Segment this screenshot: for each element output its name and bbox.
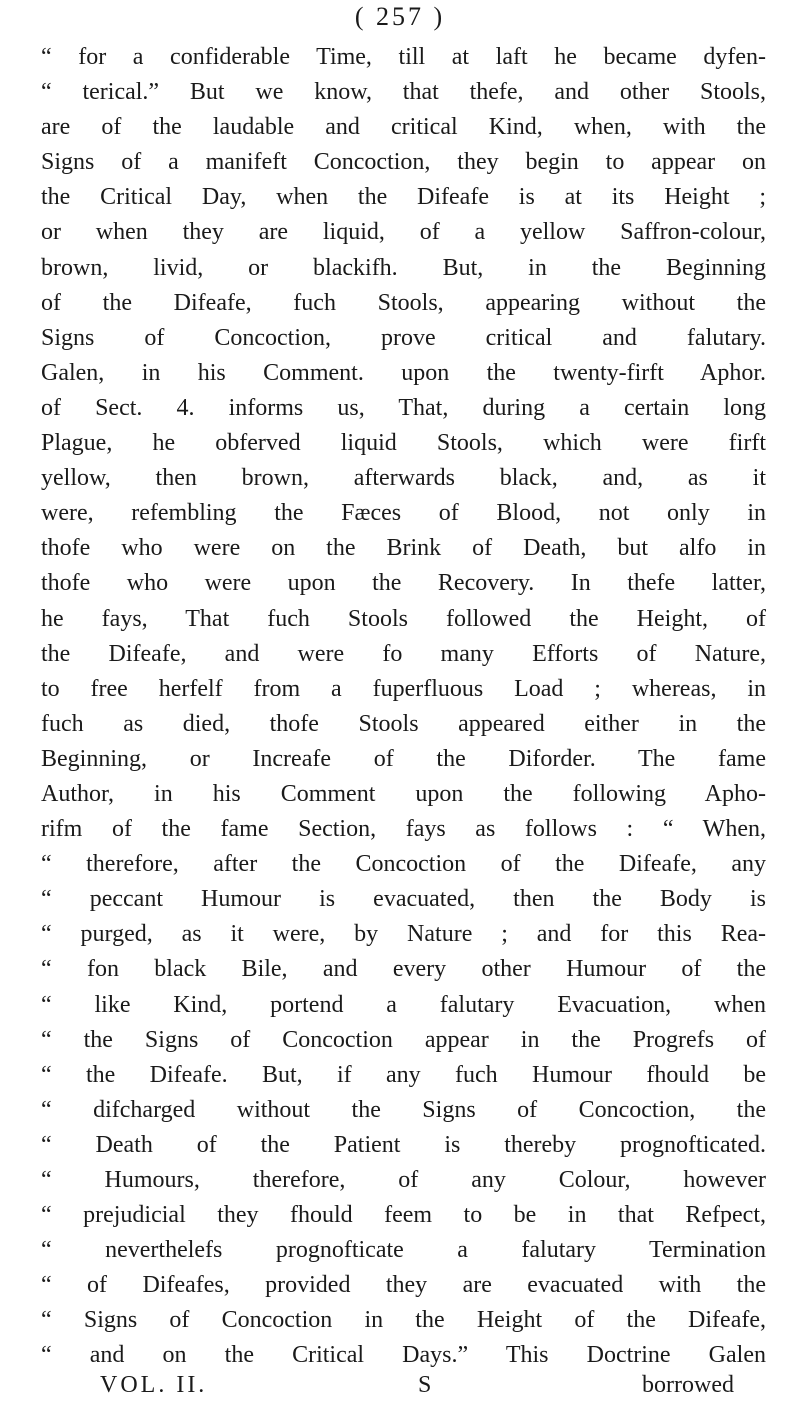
text-line: “ purged, as it were, by Nature ; and for this Rea- xyxy=(41,921,766,948)
page-footer xyxy=(0,1367,800,1403)
text-line: “ neverthelefs prognofticate a falutary Termination xyxy=(41,1237,766,1264)
text-line: Signs of Concoction, prove critical and falutary. xyxy=(41,324,766,351)
text-line: “ like Kind, portend a falutary Evacuation, when xyxy=(41,991,766,1018)
text-line: “ Signs of Concoction in the Height of the Difeafe, xyxy=(41,1307,766,1334)
text-line: “ Death of the Patient is thereby prognofticated. xyxy=(41,1131,766,1158)
volume-label: VOL. II. xyxy=(100,1372,208,1398)
text-line: Beginning, or Increafe of the Diforder. The fame xyxy=(41,745,766,772)
text-line: “ fon black Bile, and every other Humour of the xyxy=(41,956,766,983)
text-line: “ difcharged without the Signs of Concoction, the xyxy=(41,1096,766,1123)
text-line: rifm of the fame Section, fays as follows : “ When, xyxy=(41,816,766,843)
text-line: Signs of a manifeft Concoction, they begin to appear on xyxy=(41,149,766,176)
page-number: ( 257 ) xyxy=(354,2,446,31)
body-text xyxy=(41,40,766,1374)
text-line: of the Difeafe, fuch Stools, appearing without the xyxy=(41,289,766,316)
text-line: the Critical Day, when the Difeafe is at its Height ; xyxy=(41,184,766,211)
catchword: borrowed xyxy=(642,1372,734,1398)
text-line: fuch as died, thofe Stools appeared either in the xyxy=(41,710,766,737)
text-line: are of the laudable and critical Kind, when, with the xyxy=(41,114,766,141)
text-line: to free herfelf from a fuperfluous Load ; whereas, in xyxy=(41,675,766,702)
text-line: “ and on the Critical Days.” This Doctrine Galen xyxy=(41,1342,766,1369)
text-line: brown, livid, or blackifh. But, in the Beginning xyxy=(41,254,766,281)
text-line: Plague, he obferved liquid Stools, which were firft xyxy=(41,430,766,457)
text-line: “ therefore, after the Concoction of the Difeafe, any xyxy=(41,851,766,878)
text-line: yellow, then brown, afterwards black, and, as it xyxy=(41,465,766,492)
text-line: “ terical.” But we know, that thefe, and other Stools, xyxy=(41,79,766,106)
text-line: thofe who were upon the Recovery. In thefe latter, xyxy=(41,570,766,597)
text-line: Author, in his Comment upon the following Apho- xyxy=(41,780,766,807)
text-line: the Difeafe, and were fo many Efforts of Nature, xyxy=(41,640,766,667)
text-line: were, refembling the Fæces of Blood, not only in xyxy=(41,500,766,527)
signature-mark: S xyxy=(418,1372,432,1398)
text-line: “ for a confiderable Time, till at laft he became dyfen- xyxy=(41,44,766,70)
text-line: he fays, That fuch Stools followed the Height, of xyxy=(41,605,766,632)
text-line: “ prejudicial they fhould feem to be in that Refpect, xyxy=(41,1202,766,1229)
text-line: “ the Difeafe. But, if any fuch Humour fhould be xyxy=(41,1061,766,1088)
text-line: “ peccant Humour is evacuated, then the Body is xyxy=(41,886,766,913)
text-line: “ the Signs of Concoction appear in the Progrefs of xyxy=(41,1026,766,1053)
text-line: thofe who were on the Brink of Death, but alfo in xyxy=(41,535,766,562)
text-line: Galen, in his Comment. upon the twenty-firft Aphor. xyxy=(41,359,766,386)
text-line: “ Humours, therefore, of any Colour, however xyxy=(41,1167,766,1193)
text-line: “ of Difeafes, provided they are evacuated with the xyxy=(41,1272,766,1299)
text-line: or when they are liquid, of a yellow Saffron-colour, xyxy=(41,219,766,246)
text-line: of Sect. 4. informs us, That, during a certain long xyxy=(41,394,766,421)
